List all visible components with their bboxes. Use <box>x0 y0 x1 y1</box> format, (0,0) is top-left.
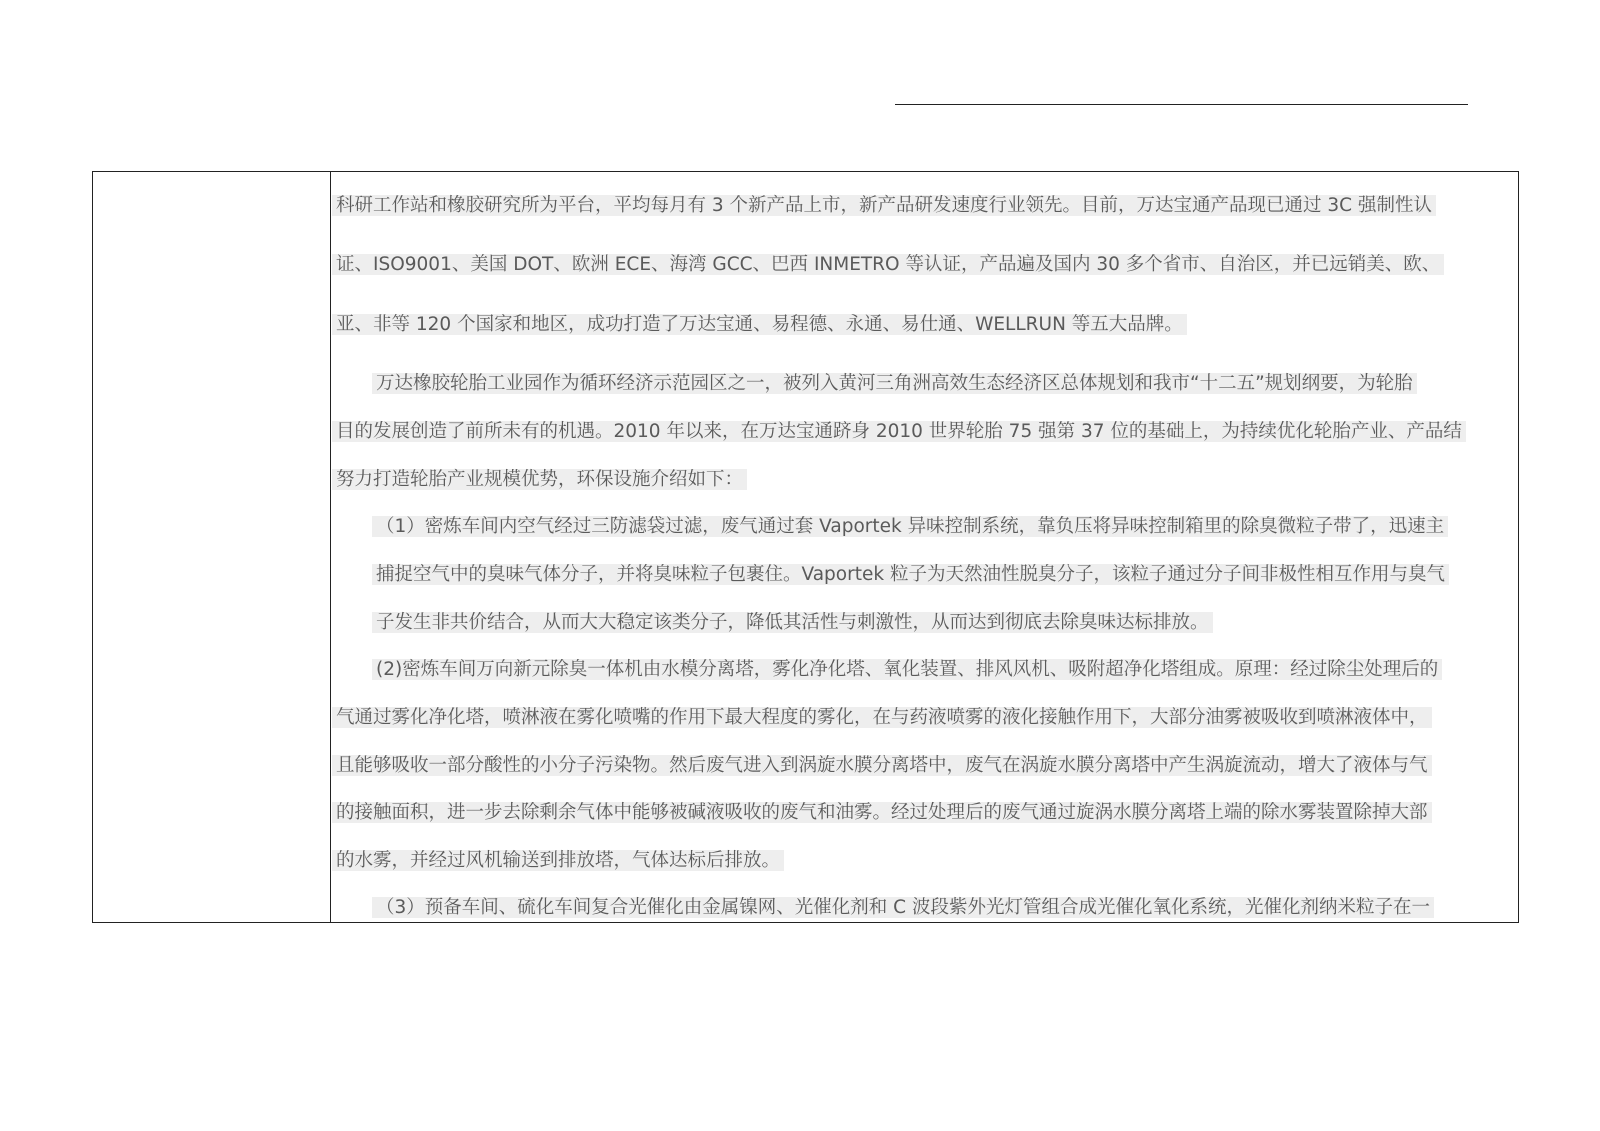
paragraph-line: 亚、非等 120 个国家和地区，成功打造了万达宝通、易程德、永通、易仕通、WELLRUN 等五大品牌。 <box>332 310 1187 340</box>
paragraph-line: (2)密炼车间万向新元除臭一体机由水模分离塔，雾化净化塔、氧化装置、排风风机、吸附超净化塔组成。原理：经过除尘处理后的 <box>372 655 1442 685</box>
paragraph-line: 气通过雾化净化塔，喷淋液在雾化喷嘴的作用下最大程度的雾化，在与药液喷雾的液化接触作用下，大部分油雾被吸收到喷淋液体中， <box>332 703 1432 733</box>
paragraph-line: 万达橡胶轮胎工业园作为循环经济示范园区之一，被列入黄河三角洲高效生态经济区总体规划和我市“十二五”规划纲要，为轮胎 <box>372 369 1417 399</box>
document-table <box>92 171 1519 923</box>
paragraph-line: （1）密炼车间内空气经过三防滤袋过滤，废气通过套 Vaportek 异味控制系统，靠负压将异味控制箱里的除臭微粒子带了，迅速主 <box>372 512 1448 542</box>
table-left-cell <box>93 172 331 922</box>
header-rule <box>895 104 1468 105</box>
paragraph-line: 的接触面积，进一步去除剩余气体中能够被碱液吸收的废气和油雾。经过处理后的废气通过旋涡水膜分离塔上端的除水雾装置除掉大部 <box>332 798 1432 828</box>
paragraph-line: 捕捉空气中的臭味气体分子，并将臭味粒子包裹住。Vaportek 粒子为天然油性脱臭分子，该粒子通过分子间非极性相互作用与臭气 <box>372 560 1449 590</box>
paragraph-line: 目的发展创造了前所未有的机遇。2010 年以来，在万达宝通跻身 2010 世界轮胎 75 强第 37 位的基础上，为持续优化轮胎产业、产品结 <box>332 417 1466 447</box>
paragraph-line: 子发生非共价结合，从而大大稳定该类分子，降低其活性与刺激性，从而达到彻底去除臭味达标排放。 <box>372 608 1213 638</box>
paragraph-line: （3）预备车间、硫化车间复合光催化由金属镍网、光催化剂和 C 波段紫外光灯管组合成光催化氧化系统，光催化剂纳米粒子在一 <box>372 893 1434 922</box>
paragraph-line: 的水雾，并经过风机输送到排放塔，气体达标后排放。 <box>332 846 784 876</box>
paragraph-line: 且能够吸收一部分酸性的小分子污染物。然后废气进入到涡旋水膜分离塔中，废气在涡旋水膜分离塔中产生涡旋流动，增大了液体与气 <box>332 751 1432 781</box>
paragraph-line: 科研工作站和橡胶研究所为平台，平均每月有 3 个新产品上市，新产品研发速度行业领先。目前，万达宝通产品现已通过 3C 强制性认 <box>332 191 1436 221</box>
table-content-cell <box>331 172 1518 922</box>
paragraph-line: 证、ISO9001、美国 DOT、欧洲 ECE、海湾 GCC、巴西 INMETRO 等认证，产品遍及国内 30 多个省市、自治区，并已远销美、欧、 <box>332 250 1444 280</box>
paragraph-line: 努力打造轮胎产业规模优势，环保设施介绍如下： <box>332 465 747 495</box>
